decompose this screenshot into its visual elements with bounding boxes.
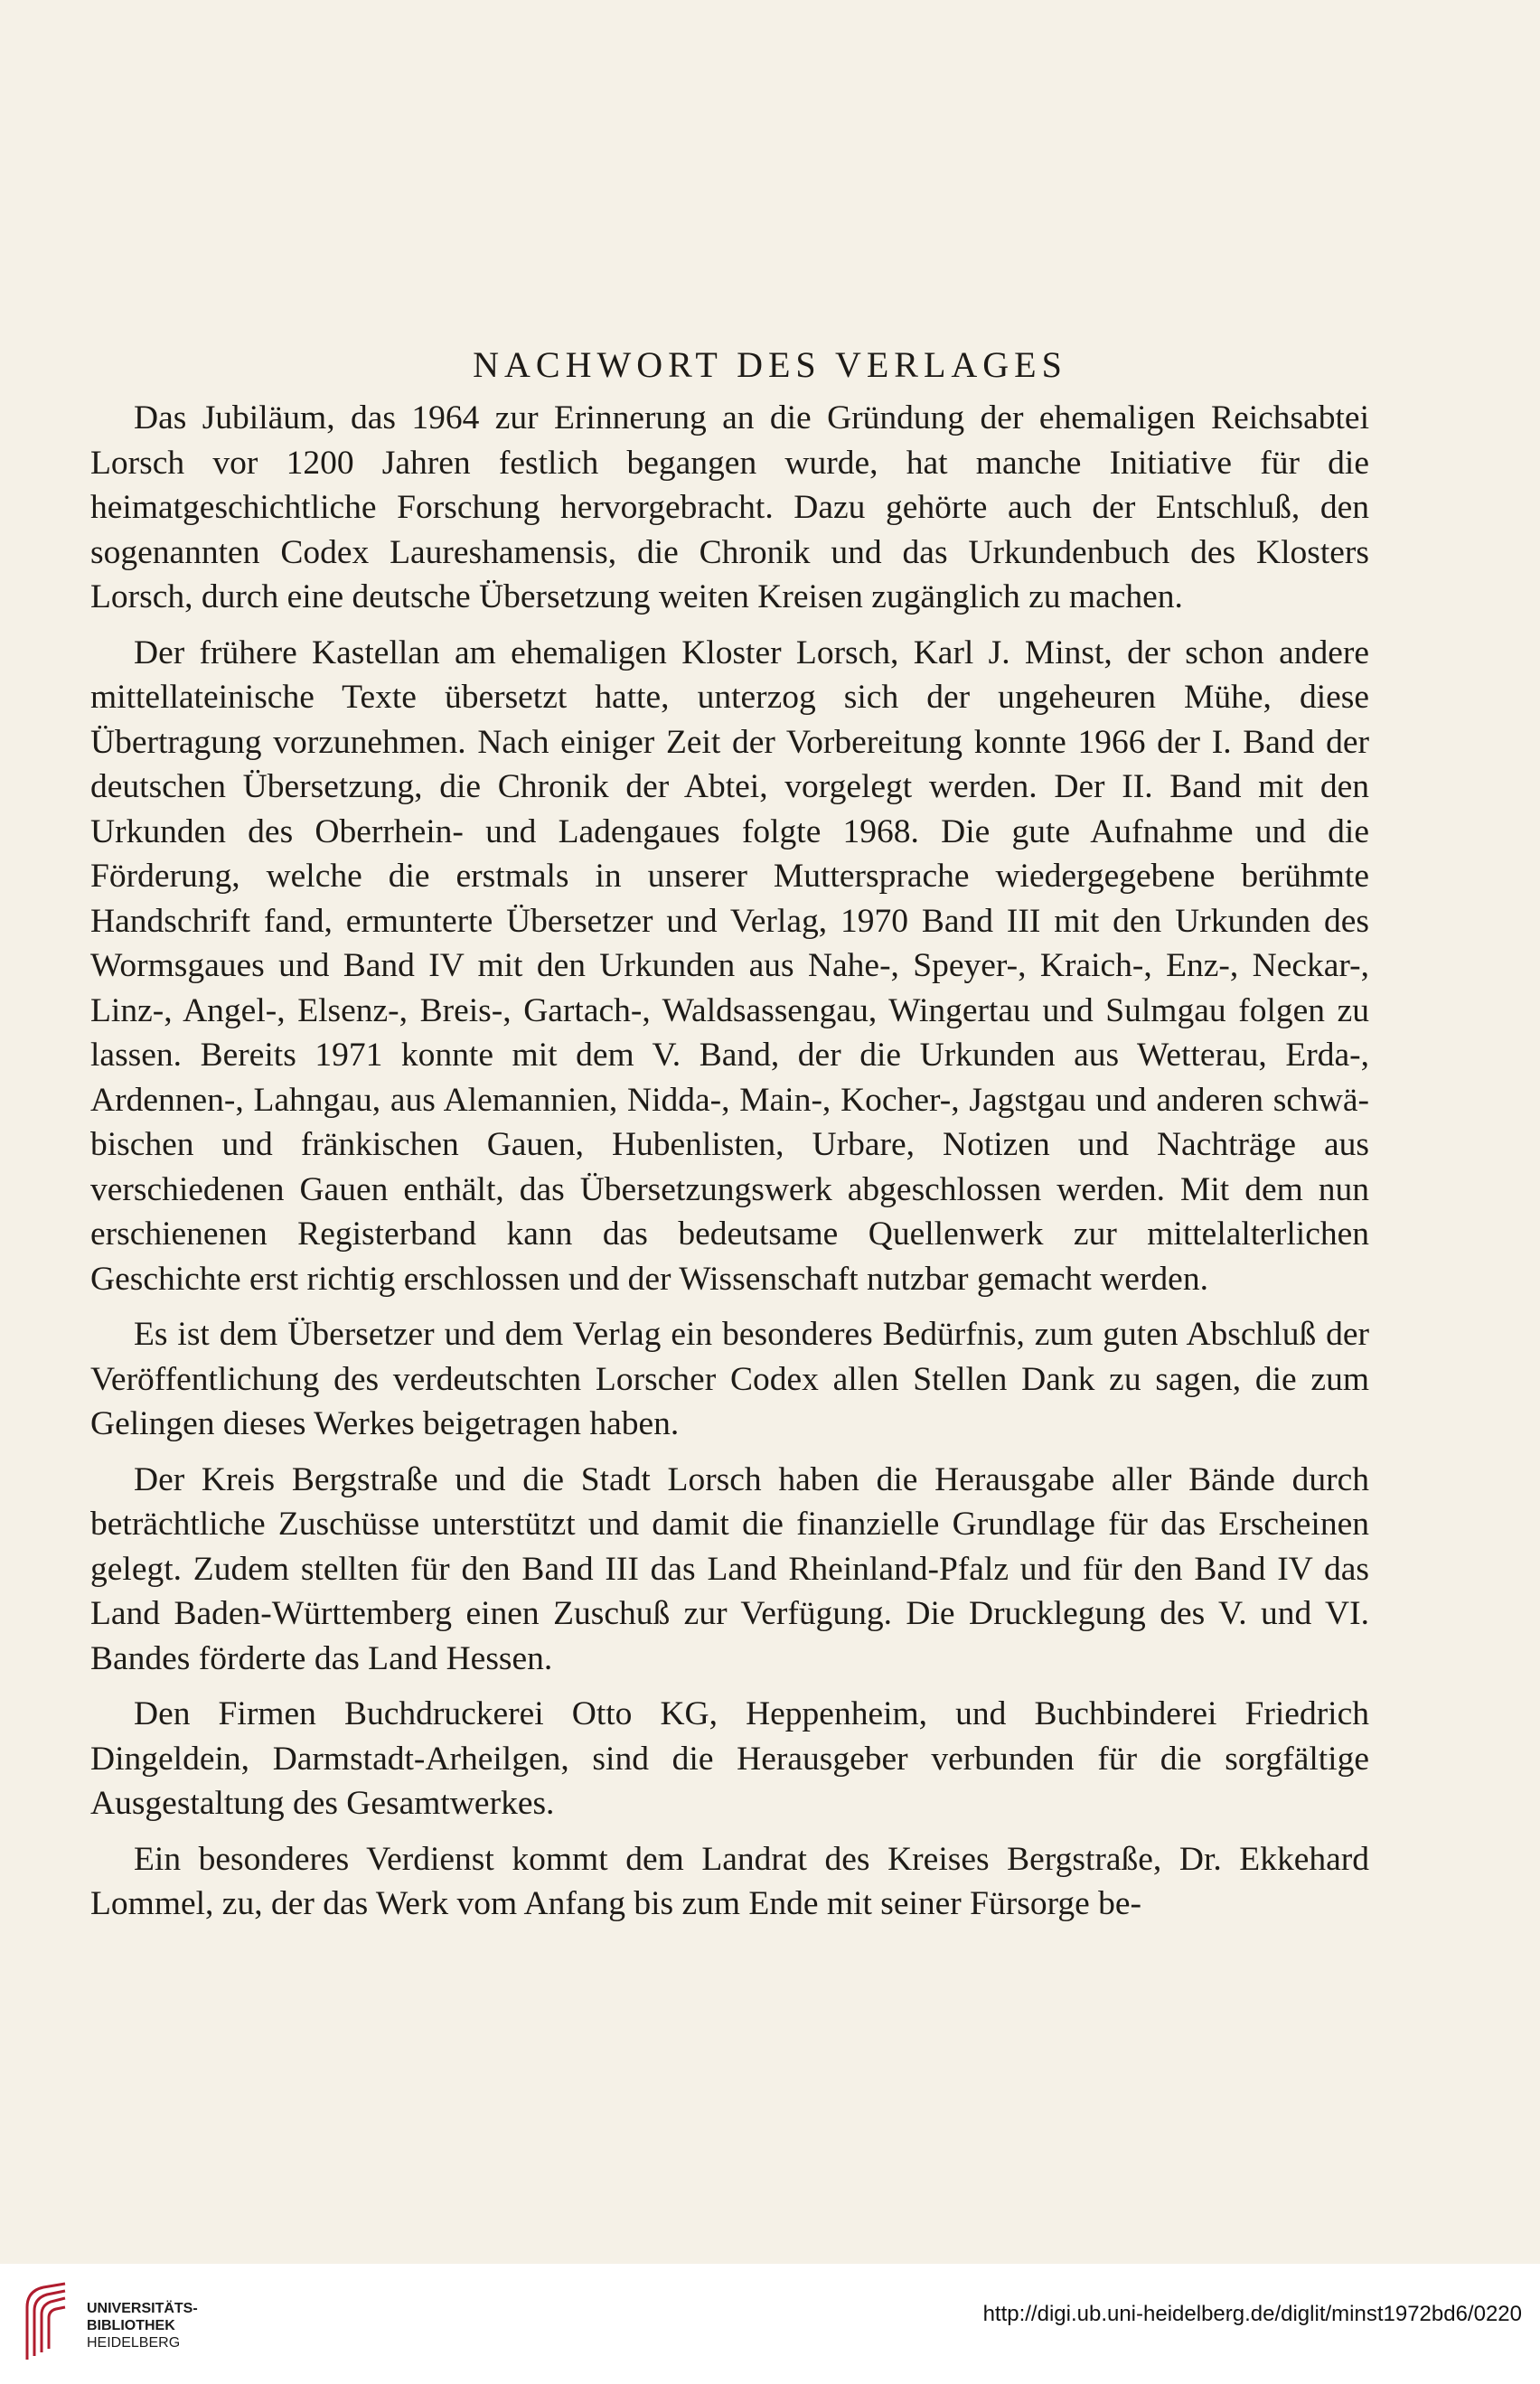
page-title: NACHWORT DES VERLAGES [473,344,1067,385]
paragraph: Den Firmen Buchdruckerei Otto KG, Heppenheim, und Buchbinderei Friedrich Dingeldein, Darmstadt-Arheilgen, sind die Herausgeber verbunden für die sorgfältige Ausgestaltung des Gesamtwerkes. [90,1695,1369,1822]
library-logo-icon [18,2280,72,2363]
paragraph: Es ist dem Übersetzer und dem Verlag ein besonderes Bedürfnis, zum guten Abschluß der Veröffentlichung des verdeutschten Lorscher Codex allen Stellen Dank zu sagen, die zum Gelingen dieses Werkes beigetragen haben. [90,1316,1369,1442]
permalink-url[interactable]: http://digi.ub.uni-heidelberg.de/diglit/minst1972bd6/0220 [982,2302,1522,2326]
paragraph: Der Kreis Bergstraße und die Stadt Lorsch haben die Herausgabe aller Bände durch beträchtliche Zuschüsse unterstützt und damit die finanzielle Grundlage für das Erscheinen gelegt. Zudem stellten für den Band III das Land Rheinland-Pfalz und für den Band IV das Land Baden-Württemberg einen Zuschuß zur Verfügung. Die Drucklegung des V. und VI. Bandes förderte das Land Hessen. [90,1460,1369,1677]
paragraph: Der frühere Kastellan am ehemaligen Kloster Lorsch, Karl J. Minst, der schon andere mittellateinische Texte übersetzt hatte, unterzog sich der ungeheuren Mühe, diese Übertragung vorzunehmen. Nach einiger Zeit der Vorbereitung konnte 1966 der I. Band der deutschen Übersetzung, die Chronik der Abtei, vorgelegt werden. Der II. Band mit den Urkunden des Oberrhein- und Ladengaues folgte 1968. Die gute Aufnahme und die Förderung, welche die erstmals in unserer Muttersprache wiedergegebene berühmte Handschrift fand, ermunterte Übersetzer und Verlag, 1970 Band III mit den Urkunden des Wormsgaues und Band IV mit den Urkunden aus Nahe-, Speyer-, Kraich-, Enz-, Neckar-, Linz-, Angel-, Elsenz-, Breis-, Gartach-, Waldsassengau, Wingertau und Sulmgau folgen zu lassen. Bereits 1971 konnte mit dem V. Band, der die Urkunden aus Wetterau, Erda-, Ardennen-, Lahngau, aus Alemannien, Nidda-, Main-, Kocher-, Jagstgau und anderen schwäbischen und fränkischen Gauen, Hubenlisten, Urbare, Notizen und Nachträge aus verschiedenen Gauen enthält, das Übersetzungswerk abgeschlossen werden. Mit dem nun erschienenen Registerband kann das bedeutsame Quellenwerk zur mittelalterlichen Geschichte erst richtig erschlossen und der Wissenschaft nutzbar gemacht werden. [90,634,1369,1298]
library-name-line: HEIDELBERG [87,2335,181,2351]
library-name-line: UNIVERSITÄTS- [87,2301,198,2316]
library-name-line: BIBLIOTHEK [87,2318,175,2333]
library-name [87,2300,198,2351]
paragraph: Das Jubiläum, das 1964 zur Erinnerung an die Gründung der ehemaligen Reichsabtei Lorsch vor 1200 Jahren festlich begangen wurde, hat manche Initiative für die heimatgeschichtliche Forschung hervorgebracht. Dazu gehörte auch der Entschluß, den sogenannten Codex Laureshamensis, die Chronik und das Urkundenbuch des Klosters Lorsch, durch eine deutsche Übersetzung weiten Kreisen zugänglich zu machen. [90,399,1369,615]
paragraph: Ein besonderes Verdienst kommt dem Landrat des Kreises Bergstraße, Dr. Ekkehard Lommel, zu, der das Werk vom Anfang bis zum Ende mit seiner Fürsorge be- [90,1840,1369,1922]
body-text [90,396,1369,1938]
